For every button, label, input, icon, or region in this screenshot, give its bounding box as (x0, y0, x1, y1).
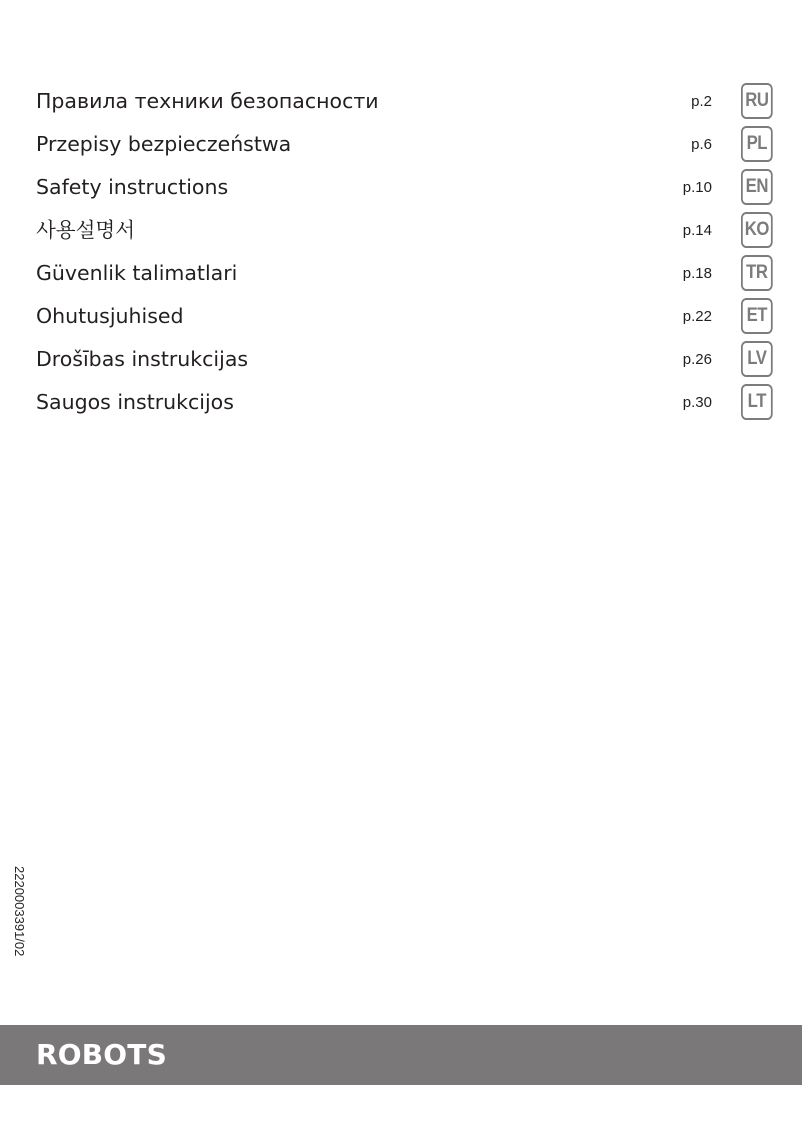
language-badge-ko: KO (741, 212, 773, 248)
page-reference-ru: p.2 (691, 93, 712, 110)
language-badge-tr: TR (741, 255, 773, 291)
footer-band (0, 1025, 802, 1085)
section-title-ru: Правила техники безопасности (36, 89, 379, 113)
language-badge-ru: RU (741, 83, 773, 119)
brand-name: ROBOTS (36, 1038, 167, 1071)
section-title-en: Safety instructions (36, 175, 229, 199)
index-row-ko (0, 209, 802, 252)
document-number: 2220003391/02 (12, 866, 27, 957)
language-badge-lt: LT (741, 384, 773, 420)
language-badge-pl: PL (741, 126, 773, 162)
page-reference-lt: p.30 (682, 394, 712, 411)
section-title-ko: 사용설명서 (36, 218, 136, 242)
page-reference-ko: p.14 (682, 222, 712, 239)
language-badge-lv: LV (741, 341, 773, 377)
section-title-pl: Przepisy bezpieczeństwa (36, 132, 292, 156)
index-row-pl (0, 123, 802, 166)
index-row-lt (0, 381, 802, 424)
index-row-tr (0, 252, 802, 295)
index-row-ru (0, 80, 802, 123)
page-reference-et: p.22 (682, 308, 712, 325)
language-badge-et: ET (741, 298, 773, 334)
section-title-lv: Drošības instrukcijas (36, 347, 249, 371)
index-row-en (0, 166, 802, 209)
page-reference-pl: p.6 (691, 136, 712, 153)
page-reference-lv: p.26 (682, 351, 712, 368)
section-title-et: Ohutusjuhised (36, 304, 184, 328)
index-row-et (0, 295, 802, 338)
section-title-tr: Güvenlik talimatlari (36, 261, 238, 285)
language-badge-en: EN (741, 169, 773, 205)
section-title-lt: Saugos instrukcijos (36, 390, 234, 414)
language-index (0, 80, 802, 424)
index-row-lv (0, 338, 802, 381)
page-reference-tr: p.18 (682, 265, 712, 282)
page-reference-en: p.10 (682, 179, 712, 196)
